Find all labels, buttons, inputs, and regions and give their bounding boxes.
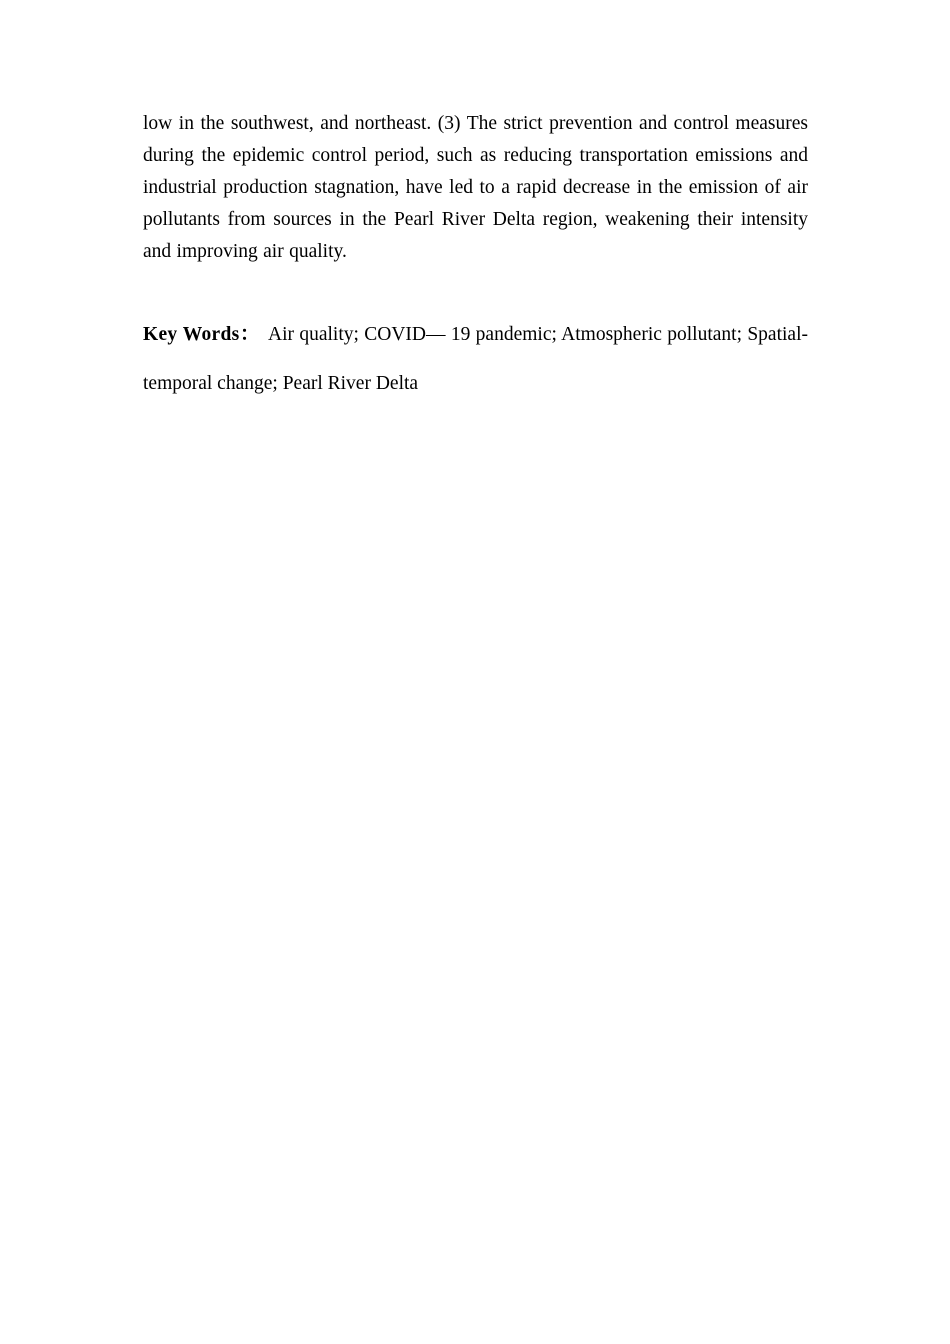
abstract-continuation-paragraph: low in the southwest, and northeast. (3) The strict prevention and control measures during the epidemic control period, such as reducing transportation emissions and industrial production stagnation, have led to a rapid decrease in the emission of air pollutants from sources in the Pearl River Delta region, weakening their intensity and improving air quality. bbox=[143, 113, 808, 262]
keywords-text: Air quality; COVID— 19 pandemic; Atmospheric pollutant; Spatial-temporal change; Pearl River Delta bbox=[143, 324, 808, 394]
keywords-label: Key Words bbox=[143, 324, 240, 345]
page-content bbox=[143, 108, 808, 408]
keywords-colon: ： bbox=[239, 324, 260, 345]
keywords-section bbox=[143, 310, 808, 408]
